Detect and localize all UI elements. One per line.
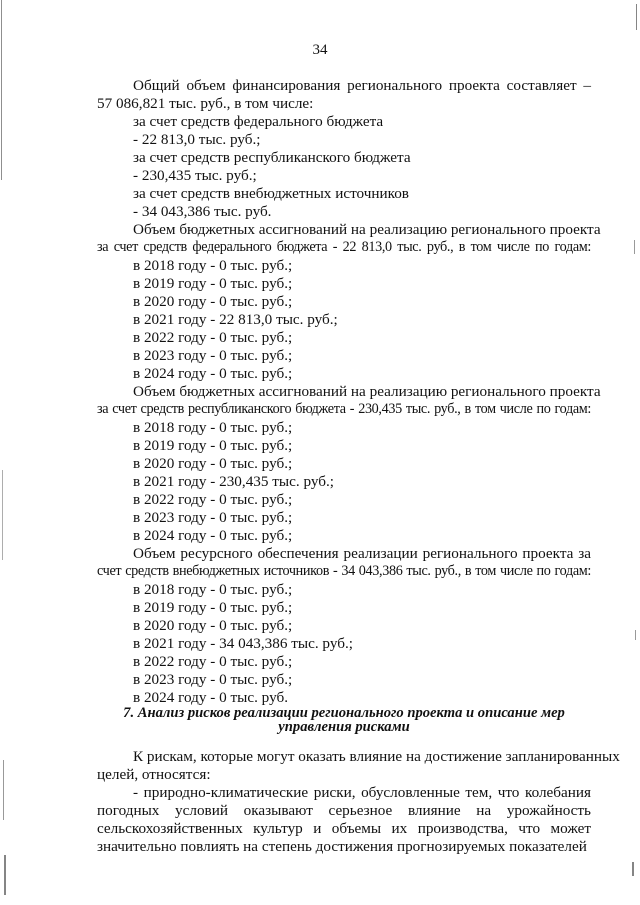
paragraph-line: Объем ресурсного обеспечения реализации регионального проекта за	[133, 545, 591, 562]
year-line: в 2022 году - 0 тыс. руб.;	[133, 653, 293, 670]
year-line: в 2024 году - 0 тыс. руб.;	[133, 365, 293, 382]
paragraph-line: - природно-климатические риски, обусловленные тем, что колебания	[133, 784, 591, 801]
year-line: в 2019 году - 0 тыс. руб.;	[133, 437, 293, 454]
paragraph-line: - 22 813,0 тыс. руб.;	[133, 131, 261, 148]
paragraph-line: сельскохозяйственных культур и объемы их производства, что может	[97, 820, 591, 837]
year-line: в 2018 году - 0 тыс. руб.;	[133, 257, 293, 274]
year-line: в 2024 году - 0 тыс. руб.	[133, 689, 288, 706]
paragraph-line: 57 086,821 тыс. руб., в том числе:	[97, 95, 314, 112]
year-line: в 2021 году - 230,435 тыс. руб.;	[133, 473, 334, 490]
year-line: в 2024 году - 0 тыс. руб.;	[133, 527, 293, 544]
section-heading-line: 7. Анализ рисков реализации регионального проекта и описание мер	[123, 705, 565, 721]
scan-edge-mark	[634, 240, 635, 254]
scan-edge-mark	[635, 630, 636, 640]
year-line: в 2023 году - 0 тыс. руб.;	[133, 347, 293, 364]
page-number: 34	[312, 42, 328, 58]
paragraph-line: Общий объем финансирования регионального проекта составляет –	[133, 77, 591, 94]
scan-edge-mark	[1, 0, 2, 180]
paragraph-line: за счет средств внебюджетных источников	[133, 185, 409, 202]
year-line: в 2023 году - 0 тыс. руб.;	[133, 509, 293, 526]
paragraph-line: Объем бюджетных ассигнований на реализацию регионального проекта	[133, 221, 601, 238]
year-line: в 2020 году - 0 тыс. руб.;	[133, 293, 293, 310]
paragraph-line: Объем бюджетных ассигнований на реализацию регионального проекта	[133, 383, 601, 400]
year-line: в 2021 году - 22 813,0 тыс. руб.;	[133, 311, 338, 328]
paragraph-line: целей, относятся:	[97, 766, 211, 783]
paragraph-line: погодных условий оказывают серьезное влияние на урожайность	[97, 802, 591, 819]
scan-edge-mark	[3, 760, 4, 820]
scan-edge-mark	[2, 470, 3, 560]
paragraph-line: счет средств внебюджетных источников - 34 043,386 тыс. руб., в том числе по годам:	[97, 563, 591, 579]
year-line: в 2018 году - 0 тыс. руб.;	[133, 419, 293, 436]
year-line: в 2023 году - 0 тыс. руб.;	[133, 671, 293, 688]
paragraph-line: за счет средств республиканского бюджета	[133, 149, 411, 166]
year-line: в 2022 году - 0 тыс. руб.;	[133, 329, 293, 346]
paragraph-line: значительно повлиять на степень достижения прогнозируемых показателей	[97, 838, 587, 855]
year-line: в 2021 году - 34 043,386 тыс. руб.;	[133, 635, 353, 652]
section-heading-line: управления рисками	[278, 719, 410, 735]
year-line: в 2018 году - 0 тыс. руб.;	[133, 581, 293, 598]
paragraph-line: за счет средств федерального бюджета	[133, 113, 384, 130]
year-line: в 2019 году - 0 тыс. руб.;	[133, 275, 293, 292]
year-line: в 2022 году - 0 тыс. руб.;	[133, 491, 293, 508]
paragraph-line: за счет средств федерального бюджета - 22 813,0 тыс. руб., в том числе по годам:	[97, 239, 591, 255]
paragraph-line: - 230,435 тыс. руб.;	[133, 167, 257, 184]
scan-edge-mark	[632, 862, 634, 876]
year-line: в 2020 году - 0 тыс. руб.;	[133, 617, 293, 634]
scan-edge-mark	[636, 4, 637, 30]
scan-edge-mark	[4, 855, 6, 895]
paragraph-line: - 34 043,386 тыс. руб.	[133, 203, 272, 220]
paragraph-line: К рискам, которые могут оказать влияние на достижение запланированных	[133, 748, 620, 765]
year-line: в 2019 году - 0 тыс. руб.;	[133, 599, 293, 616]
paragraph-line: за счет средств республиканского бюджета - 230,435 тыс. руб., в том числе по годам:	[97, 401, 591, 417]
year-line: в 2020 году - 0 тыс. руб.;	[133, 455, 293, 472]
